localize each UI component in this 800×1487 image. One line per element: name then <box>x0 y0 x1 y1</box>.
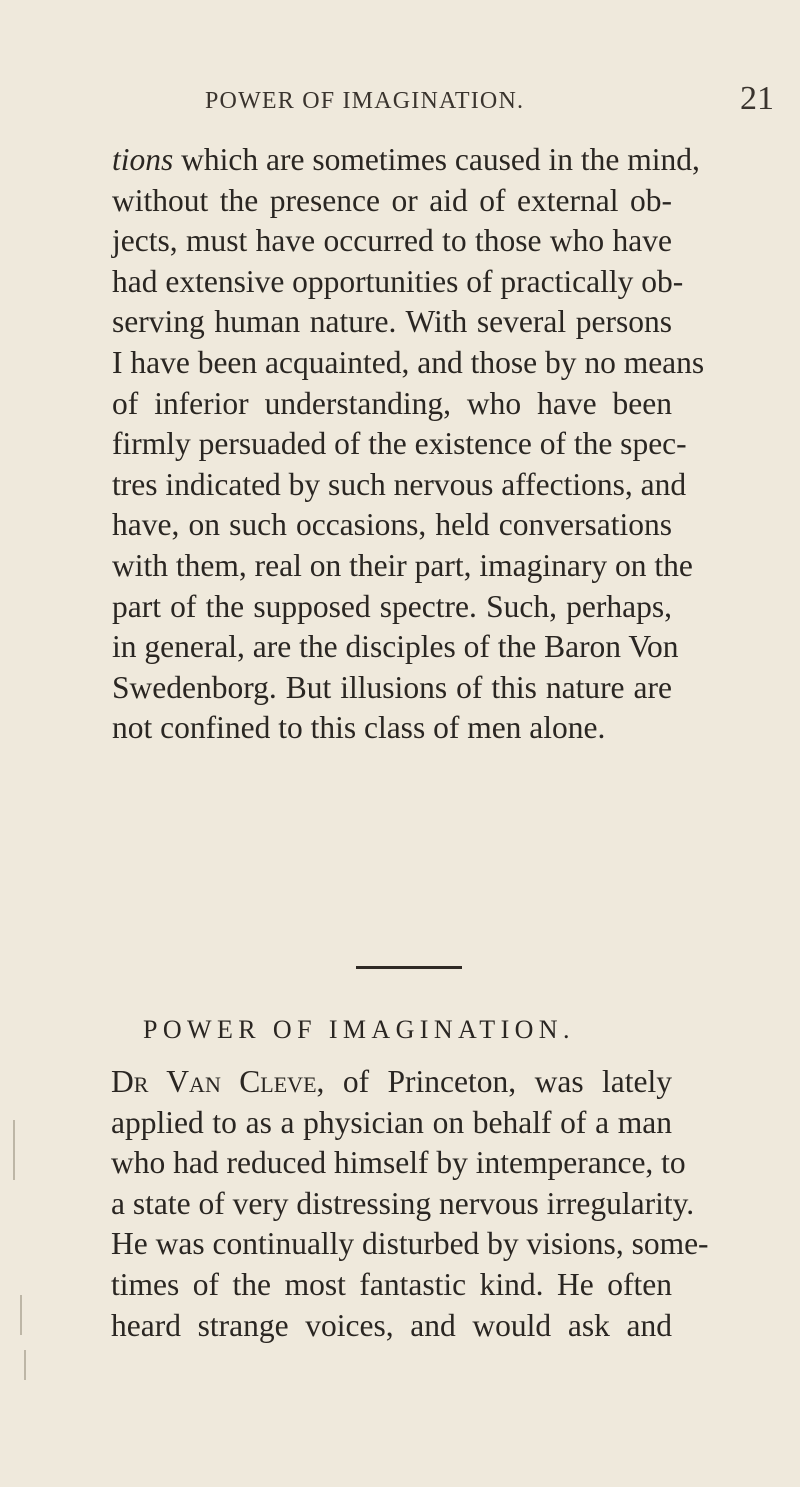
gutter-shadow <box>20 1295 22 1335</box>
text-line: Dr Van Cleve, of Princeton, was lately <box>111 1064 673 1099</box>
text-line: tres indicated by such nervous affections, and <box>112 466 687 502</box>
text-line: a state of very distressing nervous irregularity. <box>111 1185 695 1221</box>
text-line: He was continually disturbed by visions, some- <box>111 1226 709 1262</box>
text-line: firmly persuaded of the existence of the spec- <box>112 426 687 462</box>
paragraph-new <box>111 1062 709 1346</box>
text-line: serving human nature. With several persons <box>112 304 672 340</box>
text-line: part of the supposed spectre. Such, perhaps, <box>112 588 672 624</box>
text-line: tions which are sometimes caused in the mind, <box>112 142 700 177</box>
text-line: heard strange voices, and would ask and <box>111 1307 672 1343</box>
text-line: have, on such occasions, held conversations <box>112 507 672 543</box>
section-divider-rule <box>356 966 462 969</box>
paragraph-continued <box>112 140 705 749</box>
text-line: applied to as a physician on behalf of a man <box>111 1104 672 1140</box>
text-line: of inferior understanding, who have been <box>112 385 672 421</box>
section-heading: POWER OF IMAGINATION. <box>143 1015 575 1044</box>
text-line: jects, must have occurred to those who have <box>112 223 672 259</box>
gutter-shadow <box>13 1120 15 1180</box>
text-line: times of the most fantastic kind. He often <box>111 1266 672 1302</box>
text-line: with them, real on their part, imaginary on the <box>112 547 693 583</box>
page-number: 21 <box>740 80 774 117</box>
text-line: Swedenborg. But illusions of this nature are <box>112 669 672 705</box>
text-line: had extensive opportunities of practically ob- <box>112 263 684 299</box>
text-line: in general, are the disciples of the Baron Von <box>112 629 679 665</box>
lead-name: Dr Van Cleve, <box>111 1064 325 1099</box>
gutter-shadow <box>24 1350 26 1380</box>
text-line: without the presence or aid of external ob- <box>112 182 672 218</box>
running-head: POWER OF IMAGINATION. <box>205 88 525 114</box>
text-line: not confined to this class of men alone. <box>112 710 606 746</box>
text-line: I have been acquainted, and those by no means <box>112 344 705 380</box>
text-line: who had reduced himself by intemperance, to <box>111 1145 686 1181</box>
